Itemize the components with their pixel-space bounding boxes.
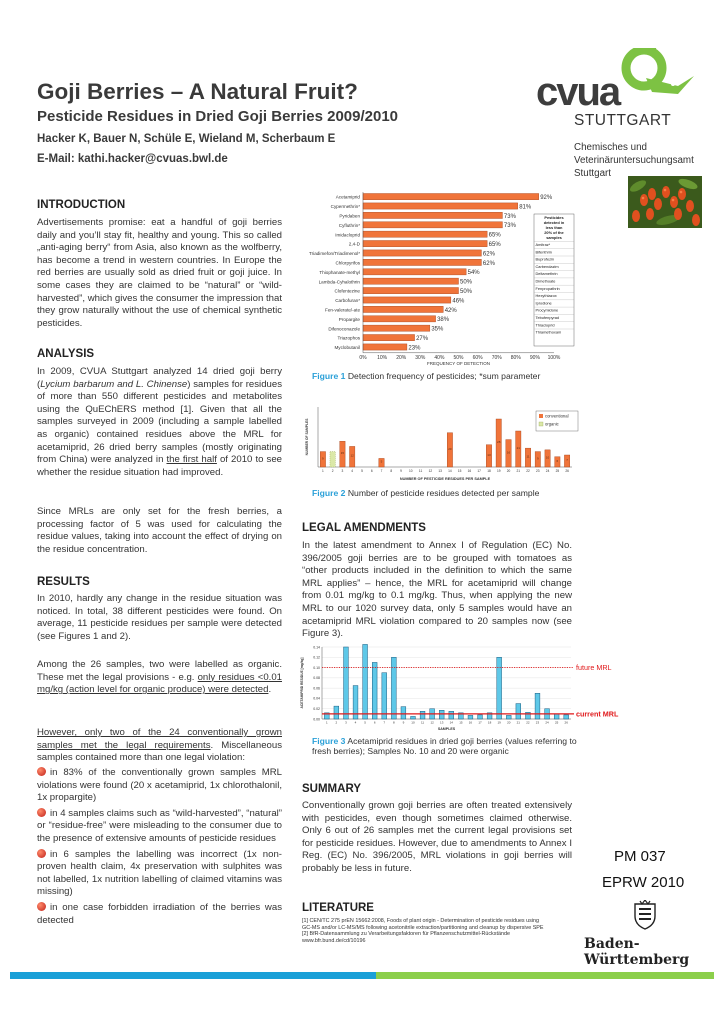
violation-list <box>37 767 282 927</box>
fig2-legend-label: conventional <box>545 413 569 419</box>
fig3-x-tick: 8 <box>392 720 395 725</box>
fig2-x-tick: 11 <box>418 469 423 473</box>
fig2-bar-label: 6 <box>556 458 559 463</box>
bullet-icon <box>37 902 46 911</box>
fig2-x-tick: 19 <box>496 469 501 473</box>
fig2-x-tick: 17 <box>477 469 481 473</box>
fig2-y-axis-title: NUMBER OF SAMPLES <box>305 418 309 456</box>
fig2-bar-label: 20 <box>448 446 452 451</box>
fig1-value-label: 42% <box>444 307 457 314</box>
fig1-bar <box>363 335 415 341</box>
fig1-bar <box>363 231 487 237</box>
fig3-y-tick: 0.00 <box>313 717 320 722</box>
analysis-heading: ANALYSIS <box>37 348 95 360</box>
fig1-legend-title: less than <box>545 225 563 230</box>
fig1-x-tick: 60% <box>472 354 483 361</box>
literature-list: [1] CEN/TC 275 prEN 15662:2008, Foods of plant origin - Determination of pesticide residues using GC-MS and/or LC-MS/MS following acetonitrile extraction/partitioning and cleanup by dispersive SPE [2] BfR-Datensammlung zu Verarbeitungsfaktoren für Pflanzenschutzmittel-Rückstände www.bfr.bund.de/cd/10196 <box>302 918 544 944</box>
poster-code: PM 037 <box>614 848 666 865</box>
fig1-legend-item: Buprofezin <box>535 256 555 262</box>
fig3-x-tick: 25 <box>554 720 559 725</box>
fig3-bar <box>363 644 368 719</box>
fig1-bar <box>363 194 539 200</box>
fig3-y-tick: 0.10 <box>313 665 320 670</box>
fig1-legend-item: Amitraz* <box>535 242 551 247</box>
fig3-x-tick: 6 <box>373 720 376 725</box>
violation-item: in 4 samples claims such as “wild-harvested”, “natural” or “residue-free” were misleading to the consumer due to the presence of extensive amounts of pesticide residues <box>37 807 282 844</box>
fig2-x-tick: 8 <box>390 469 393 473</box>
fig2-x-tick: 7 <box>380 469 383 473</box>
fig3-x-tick: 21 <box>516 720 520 725</box>
fig2-x-tick: 15 <box>457 469 462 473</box>
results-heading: RESULTS <box>37 576 90 588</box>
fig3-bar <box>478 715 483 719</box>
fig2-bar-label: 16 <box>506 450 511 455</box>
fig1-legend-item: Carbendazim <box>535 263 559 269</box>
fig3-bar <box>506 715 511 719</box>
fig2-bar-label: 28 <box>497 440 501 444</box>
fig3-x-tick: 11 <box>420 720 425 725</box>
bullet-icon <box>37 849 46 858</box>
fig1-legend-item: Fenpropathrin <box>535 285 560 291</box>
fig1-category-label: Imidacloprid <box>335 232 360 238</box>
fig3-x-tick: 26 <box>564 720 568 725</box>
fig1-value-label: 65% <box>488 232 501 239</box>
state-name: Baden-Württemberg <box>584 936 690 968</box>
fig2-x-tick: 23 <box>536 469 540 473</box>
fig3-y-tick: 0.12 <box>313 655 320 660</box>
fig1-value-label: 73% <box>503 223 516 230</box>
fig1-x-tick: 70% <box>491 354 502 361</box>
fig1-bar <box>363 344 407 350</box>
fig1-bar <box>363 222 502 228</box>
fig2-bar-label: 7 <box>566 458 568 462</box>
fig2-x-tick: 5 <box>361 469 363 473</box>
institution-name: Chemisches und Veterinäruntersuchungsamt Stuttgart <box>574 142 694 179</box>
fig1-value-label: 50% <box>460 289 473 295</box>
fig3-current-mrl-label: current MRL <box>576 709 619 719</box>
figure-2-caption: Figure 2 Number of pesticide residues detected per sample <box>312 488 540 498</box>
fig3-x-axis-title: SAMPLES <box>437 727 456 731</box>
fig3-x-tick: 20 <box>507 720 511 725</box>
fig3-x-tick: 12 <box>430 720 434 725</box>
fig1-x-tick: 100% <box>547 354 561 361</box>
fig1-legend-item: Bifenthrin <box>535 249 552 255</box>
literature-heading: LITERATURE <box>302 902 374 914</box>
fig2-bar-label: 15 <box>340 451 345 456</box>
violation-item: in 83% of the conventionally grown samples MRL violations were found (20 x acetamiprid, 1x chlorothalonil, 1x propargite) <box>37 767 282 804</box>
fig1-legend-item: Thiacloprid <box>535 322 555 328</box>
fig3-bar <box>516 704 521 719</box>
fig2-x-tick: 18 <box>487 469 491 473</box>
fig2-bar-label: 10 <box>545 455 550 460</box>
fig1-bar <box>363 212 502 218</box>
fig1-legend-item: Thiamethoxam <box>535 329 562 335</box>
fig1-x-tick: 80% <box>510 354 521 361</box>
fig1-bar <box>363 297 451 303</box>
fig3-bar <box>411 716 416 719</box>
fig3-x-tick: 15 <box>459 720 463 725</box>
bullet-icon <box>37 808 46 817</box>
fig1-value-label: 23% <box>408 345 421 352</box>
fig2-bar-label: 13 <box>487 452 491 457</box>
fig3-x-tick: 5 <box>364 720 366 725</box>
fig1-value-label: 62% <box>482 260 495 267</box>
fig1-legend-item: Dimethoate <box>535 278 556 284</box>
fig3-x-tick: 22 <box>526 720 530 725</box>
fig1-bar <box>363 278 459 284</box>
figure-3-caption: Figure 3 Acetamiprid residues in dried goji berries (values referring to fresh berries); Samples No. 10 and 20 were organic <box>312 736 577 756</box>
fig1-category-label: Carbofuran* <box>335 298 360 304</box>
fig1-category-label: Difenoconazole <box>328 326 360 332</box>
legal-heading: LEGAL AMENDMENTS <box>302 522 426 534</box>
fig2-x-tick: 16 <box>467 469 472 473</box>
fig2-legend-swatch <box>539 422 543 426</box>
fig1-value-label: 50% <box>460 279 473 286</box>
fig1-x-tick: 0% <box>359 354 367 361</box>
fig3-y-tick: 0.14 <box>313 645 320 650</box>
fig3-bar <box>554 714 559 719</box>
fig2-x-tick: 21 <box>516 469 521 473</box>
bullet-icon <box>37 767 46 776</box>
fig1-x-tick: 20% <box>396 354 407 361</box>
figure-3-chart <box>296 643 626 735</box>
analysis-text-2: Since MRLs are only set for the fresh berries, a processing factor of 5 was used for calculating the residue values, taking into account the effect of drying on the residue concentration. <box>37 506 282 555</box>
fig3-bar <box>564 715 569 719</box>
fig3-x-tick: 1 <box>325 720 328 725</box>
fig1-bar <box>363 259 481 265</box>
fig2-x-tick: 24 <box>545 469 550 473</box>
fig3-y-tick: 0.06 <box>313 686 320 691</box>
introduction-text: Advertisements promise: eat a handful of goji berries daily and you’ll stay fit, healthy and young. This so called „anti-aging berry“ from Asia, also known as the wolfberry, has become a trend in western countries. In Europe the red berries are usually sold as dried fruit or goji juice. In some cases they are claimed to be “natural” or “wild-harvested”, which gives the consumer the impression that they grow naturally without the use of chemical synthetic pesticides. <box>37 217 282 329</box>
fig1-legend-item: Deltamethrin <box>535 271 558 277</box>
summary-text: Conventionally grown goji berries are often treated extensively with pesticides, even though sometimes claimed otherwise. Only 6 out of 26 samples met the current legal provisions set for pesticide residues. However, due to amendments to Annex I Reg. (EC) No. 396/2005, MRL violations in goji berries will probably be less in future. <box>302 800 572 874</box>
fig3-bar <box>344 647 349 719</box>
fig1-category-label: Triazophos <box>337 335 360 341</box>
logo-wordmark: cvua <box>536 70 620 114</box>
fig2-x-tick: 14 <box>448 469 452 473</box>
fig2-bar-label: 21 <box>516 446 520 450</box>
fig1-bar <box>363 241 487 247</box>
results-text-2: Among the 26 samples, two were labelled as organic. These met the legal provisions - e.g. only residues <0.01 mg/kg (action level for organic produce) were detected. <box>37 659 282 696</box>
fig2-x-tick: 1 <box>321 469 324 473</box>
fig1-value-label: 35% <box>431 326 444 333</box>
fig1-category-label: Propargite <box>338 316 360 322</box>
figure-1-chart <box>296 190 576 370</box>
fig1-value-label: 92% <box>540 195 553 201</box>
fig3-bar <box>401 707 406 719</box>
fig2-x-tick: 20 <box>506 469 511 473</box>
fig3-bar <box>535 693 540 719</box>
fig3-x-tick: 23 <box>535 720 540 725</box>
fig1-legend-title: detected in <box>543 220 565 225</box>
fig1-legend-title: 20% of the <box>544 230 564 235</box>
fig1-x-tick: 50% <box>453 354 464 361</box>
fig1-x-tick: 10% <box>377 354 388 361</box>
fig3-bar <box>420 711 425 719</box>
results-text-1: In 2010, hardly any change in the residue situation was noticed. In total, 38 different pesticides were found. On average, 11 pesticide residues per sample were detected (see Figures 1 and 2). <box>37 593 282 642</box>
fig2-legend-swatch <box>539 414 543 418</box>
fig1-value-label: 46% <box>452 298 465 305</box>
fig2-x-tick: 13 <box>438 469 442 473</box>
fig2-bar-organic <box>330 452 335 467</box>
fig2-bar-label: 12 <box>350 453 354 458</box>
fig3-x-tick: 7 <box>383 720 386 725</box>
fig1-bar <box>363 203 518 209</box>
logo-city: STUTTGART <box>574 112 672 129</box>
fig1-category-label: Triadimefon/Triadimenol* <box>309 251 360 257</box>
state-crest <box>632 900 658 935</box>
fig2-x-tick: 4 <box>351 469 354 473</box>
fig1-value-label: 65% <box>488 242 501 248</box>
fig3-bar <box>497 657 502 719</box>
fig1-category-label: Myclobutanil <box>334 345 360 351</box>
fig1-category-label: Clofentezine <box>334 288 360 294</box>
fig3-x-tick: 4 <box>354 720 357 725</box>
fig3-bar <box>372 662 377 719</box>
fig3-bar <box>382 673 387 719</box>
fig2-x-tick: 26 <box>565 469 569 473</box>
fig3-x-tick: 14 <box>449 720 453 725</box>
fig1-legend-item: Tebufenpyrad <box>535 315 560 320</box>
bottom-color-bar <box>10 972 714 979</box>
fig3-y-tick: 0.04 <box>313 696 320 701</box>
fig1-x-axis-title: FREQUENCY OF DETECTION <box>427 360 490 366</box>
fig1-category-label: Fen-valerate/-ate <box>325 307 360 313</box>
fig1-legend-item: Hexythiazox <box>535 293 557 299</box>
fig1-bar <box>363 306 443 312</box>
fig1-value-label: 27% <box>416 336 429 342</box>
fig3-x-tick: 3 <box>345 720 347 725</box>
fig2-x-tick: 12 <box>428 469 433 473</box>
fig1-value-label: 73% <box>503 213 516 220</box>
fig3-bar <box>468 715 473 719</box>
results-text-3: However, only two of the 24 conventionally grown samples met the legal requirements. Miscellaneous samples contained more than one legal violation: <box>37 727 282 764</box>
fig1-x-tick: 40% <box>434 354 445 361</box>
fig3-future-mrl-label: future MRL <box>576 663 612 673</box>
violation-item: in one case forbidden irradiation of the berries was detected <box>37 901 282 926</box>
fig2-bar-label: 9 <box>322 456 324 461</box>
fig3-bar <box>439 710 444 719</box>
fig1-value-label: 54% <box>467 270 480 277</box>
fig3-bar <box>391 657 396 719</box>
fig1-x-tick: 30% <box>415 354 426 361</box>
fig1-bar <box>363 250 481 256</box>
fig3-y-tick: 0.08 <box>313 676 320 681</box>
fig1-category-label: Cypermethrin* <box>330 204 360 210</box>
fig1-value-label: 62% <box>482 251 495 258</box>
analysis-text-1: In 2009, CVUA Stuttgart analyzed 14 dried goji berry (Lycium barbarum and L. Chinense) samples for residues of more than 550 different pesticides and metabolites using the QuEChERS method [1]. Given that all the samples surveyed in 2009 (including a sample labelled as organic) contained residues above the MRL for acetamiprid, 26 dried berry samples (mostly originating from China) were analyzed in the first half of 2010 to see whether the residue situation had improved. <box>37 366 282 478</box>
conference-code: EPRW 2010 <box>602 874 685 891</box>
fig1-category-label: Chlorpyrifos <box>335 260 360 266</box>
fig2-x-tick: 10 <box>409 469 413 473</box>
fig1-bar <box>363 288 459 294</box>
fig2-x-tick: 2 <box>331 469 334 473</box>
email: E-Mail: kathi.hacker@cvuas.bwl.de <box>37 153 228 165</box>
summary-heading: SUMMARY <box>302 783 361 795</box>
fig2-bar-label: 11 <box>526 454 530 459</box>
fig1-bar <box>363 269 466 275</box>
fig1-legend-item: Iprodione <box>535 300 552 306</box>
fig1-category-label: 2,4-D <box>348 241 360 247</box>
fig1-category-label: Acetamiprid <box>335 194 360 200</box>
fig1-value-label: 81% <box>519 204 532 211</box>
fig1-value-label: 38% <box>437 317 450 324</box>
figure-2-chart <box>300 403 580 485</box>
fig1-legend-title: samples <box>546 235 562 240</box>
fig3-x-tick: 19 <box>497 720 501 725</box>
fig3-x-tick: 18 <box>487 720 492 725</box>
fig2-x-tick: 3 <box>341 469 344 473</box>
legal-text: In the latest amendment to Annex I of Regulation (EC) No. 396/2005 goji berries are to be grouped with tomatoes as “other products included in the definition to which the same MRL applies” – hence, the MRL for acetamiprid will change from 0.01 mg/kg to 0.1 mg/kg. Thus, when applying the new MRL to our 1020 survey data, only 5 samples would have an acetamiprid MRL violation compared to 20 samples now (see Figure 3). <box>302 540 572 640</box>
fig3-y-tick: 0.02 <box>313 707 320 712</box>
fig1-category-label: Cyfluthrin* <box>338 222 360 228</box>
fig1-bar <box>363 316 436 322</box>
violation-item: in 6 samples the labelling was incorrect (1x non-proven health claim, 4x preservation with sulphites was not labelled, 1x nutrition labelling of claimed vitamins was missing) <box>37 848 282 898</box>
fig3-x-tick: 9 <box>402 720 405 725</box>
fig1-bar <box>363 325 430 331</box>
fig3-bar <box>449 711 454 719</box>
fig2-legend-label: organic <box>545 421 559 427</box>
fig3-x-tick: 13 <box>440 720 444 725</box>
goji-berries-photo <box>628 176 702 228</box>
fig3-x-tick: 16 <box>468 720 473 725</box>
fig2-x-tick: 6 <box>370 469 373 473</box>
fig2-x-tick: 25 <box>555 469 560 473</box>
page-title: Goji Berries – A Natural Fruit? <box>37 79 358 104</box>
fig3-bar <box>334 706 339 719</box>
authors: Hacker K, Bauer N, Schüle E, Wieland M, Scherbaum E <box>37 133 336 145</box>
fig2-bar-label: 5 <box>380 459 383 464</box>
fig3-x-tick: 2 <box>335 720 338 725</box>
page-subtitle: Pesticide Residues in Dried Goji Berries 2009/2010 <box>37 108 399 125</box>
fig3-x-tick: 10 <box>411 720 415 725</box>
fig3-x-tick: 17 <box>478 720 482 725</box>
fig2-bar-label: 9 <box>536 456 539 461</box>
figure-1-caption: Figure 1 Detection frequency of pesticides; *sum parameter <box>312 371 541 381</box>
fig2-x-tick: 9 <box>400 469 402 473</box>
fig2-x-tick: 22 <box>526 469 530 473</box>
fig1-category-label: Thiophanate-methyl <box>319 269 360 275</box>
fig1-legend-title: Pesticides <box>544 215 564 220</box>
fig1-category-label: Pyridaben <box>339 213 360 219</box>
fig3-y-axis-title: ACETAMIPRID RESIDUE [mg/kg] <box>300 657 304 709</box>
introduction-heading: INTRODUCTION <box>37 199 126 211</box>
fig2-x-axis-title: NUMBER OF PESTICIDE RESIDUES PER SAMPLE <box>399 477 491 481</box>
fig1-x-tick: 90% <box>529 354 540 361</box>
fig3-x-tick: 24 <box>545 720 549 725</box>
fig1-legend-item: Procymidone <box>535 307 559 313</box>
fig1-category-label: Lambda-Cyhalothrin <box>318 279 360 285</box>
